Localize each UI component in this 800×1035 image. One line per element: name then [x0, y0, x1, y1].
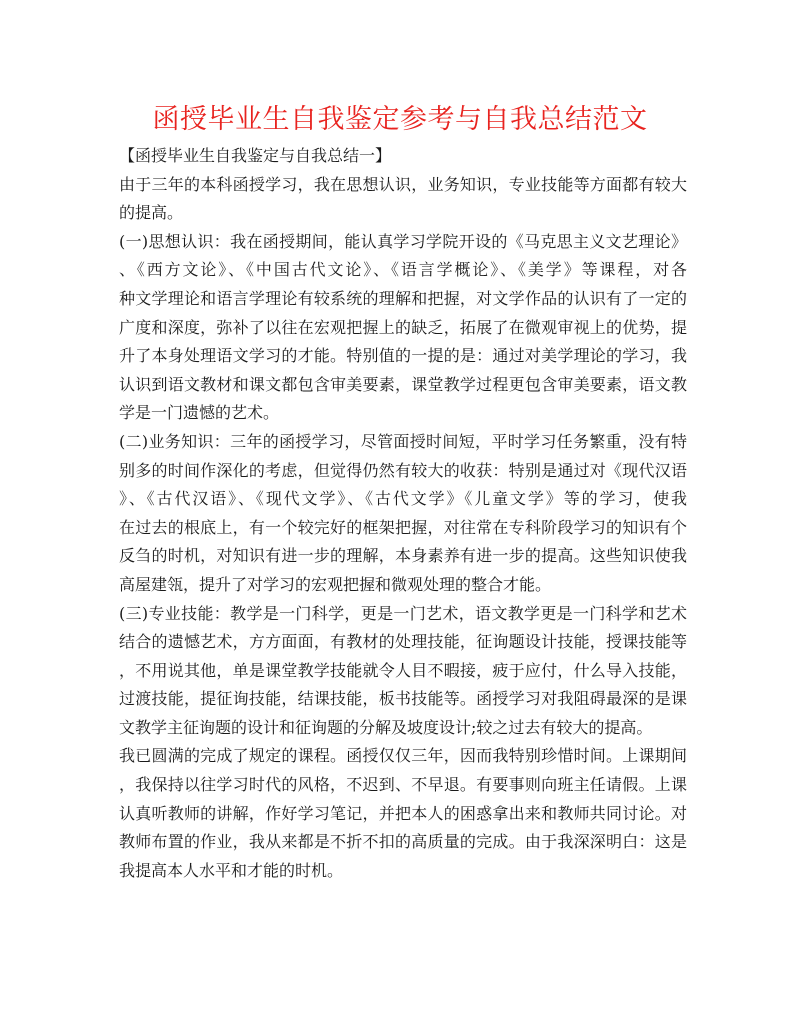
- paragraph-2: [119, 228, 687, 428]
- paragraph-3: [119, 428, 687, 600]
- document-body: [119, 142, 687, 885]
- paragraph-5: [119, 742, 687, 885]
- section-heading: 【函授毕业生自我鉴定与自我总结一】: [119, 146, 392, 165]
- paragraph-1: [119, 171, 687, 228]
- document-title: 函授毕业生自我鉴定参考与自我总结范文: [152, 104, 648, 135]
- text-line: 升了本身处理语文学习的才能。特别值的一提的是：通过对美学理论的学习，我: [119, 346, 687, 366]
- text-line: 种文学理论和语言学理论有较系统的理解和把握，对文学作品的认识有了一定的: [119, 288, 687, 308]
- text-line: 学是一门遗憾的艺术。: [119, 403, 280, 423]
- text-line: 、《西方文论》、《中国古代文论》、《语言学概论》、《美学》等课程，对各: [119, 260, 687, 280]
- text-line: 过渡技能，提征询技能，结课技能，板书技能等。函授学习对我阻碍最深的是课: [119, 689, 687, 709]
- text-line: ，不用说其他，单是课堂教学技能就令人目不暇接，疲于应付，什么导入技能，: [119, 660, 687, 680]
- text-line: (二)业务知识：三年的函授学习，尽管面授时间短，平时学习任务繁重，没有特: [119, 431, 687, 451]
- text-line: 高屋建瓴，提升了对学习的宏观把握和微观处理的整合才能。: [119, 574, 552, 594]
- text-line: 认真听教师的讲解，作好学习笔记，并把本人的困惑拿出来和教师共同讨论。对: [119, 803, 687, 823]
- text-line: 》、《古代汉语》、《现代文学》、《古代文学》《儿童文学》等的学习，使我: [119, 489, 687, 509]
- text-line: 别多的时间作深化的考虑，但觉得仍然有较大的收获：特别是通过对《现代汉语: [119, 460, 687, 480]
- text-line: 的提高。: [119, 203, 184, 223]
- text-line: (三)专业技能：教学是一门科学，更是一门艺术，语文教学更是一门科学和艺术: [119, 603, 687, 623]
- text-line: 我已圆满的完成了规定的课程。函授仅仅三年，因而我特别珍惜时间。上课期间: [119, 746, 687, 766]
- text-line: 在过去的根底上，有一个较完好的框架把握，对往常在专科阶段学习的知识有个: [119, 517, 687, 537]
- text-line: 结合的遗憾艺术，方方面面，有教材的处理技能，征询题设计技能，授课技能等: [119, 632, 687, 652]
- text-line: ，我保持以往学习时代的风格，不迟到、不早退。有要事则向班主任请假。上课: [119, 775, 687, 795]
- text-line: 反刍的时机，对知识有进一步的理解，本身素养有进一步的提高。这些知识使我: [119, 546, 687, 566]
- text-line: 教师布置的作业，我从来都是不折不扣的高质量的完成。由于我深深明白：这是: [119, 832, 687, 852]
- paragraph-4: [119, 600, 687, 743]
- text-line: 我提高本人水平和才能的时机。: [119, 860, 344, 880]
- text-line: 广度和深度，弥补了以往在宏观把握上的缺乏，拓展了在微观审视上的优势，提: [119, 317, 687, 337]
- text-line: 文教学主征询题的设计和征询题的分解及坡度设计;较之过去有较大的提高。: [119, 717, 653, 737]
- text-line: 由于三年的本科函授学习，我在思想认识，业务知识，专业技能等方面都有较大: [119, 174, 687, 194]
- text-line: (一)思想认识：我在函授期间，能认真学习学院开设的《马克思主义文艺理论》: [119, 231, 687, 251]
- text-line: 认识到语文教材和课文都包含审美要素，课堂教学过程更包含审美要素，语文教: [119, 374, 687, 394]
